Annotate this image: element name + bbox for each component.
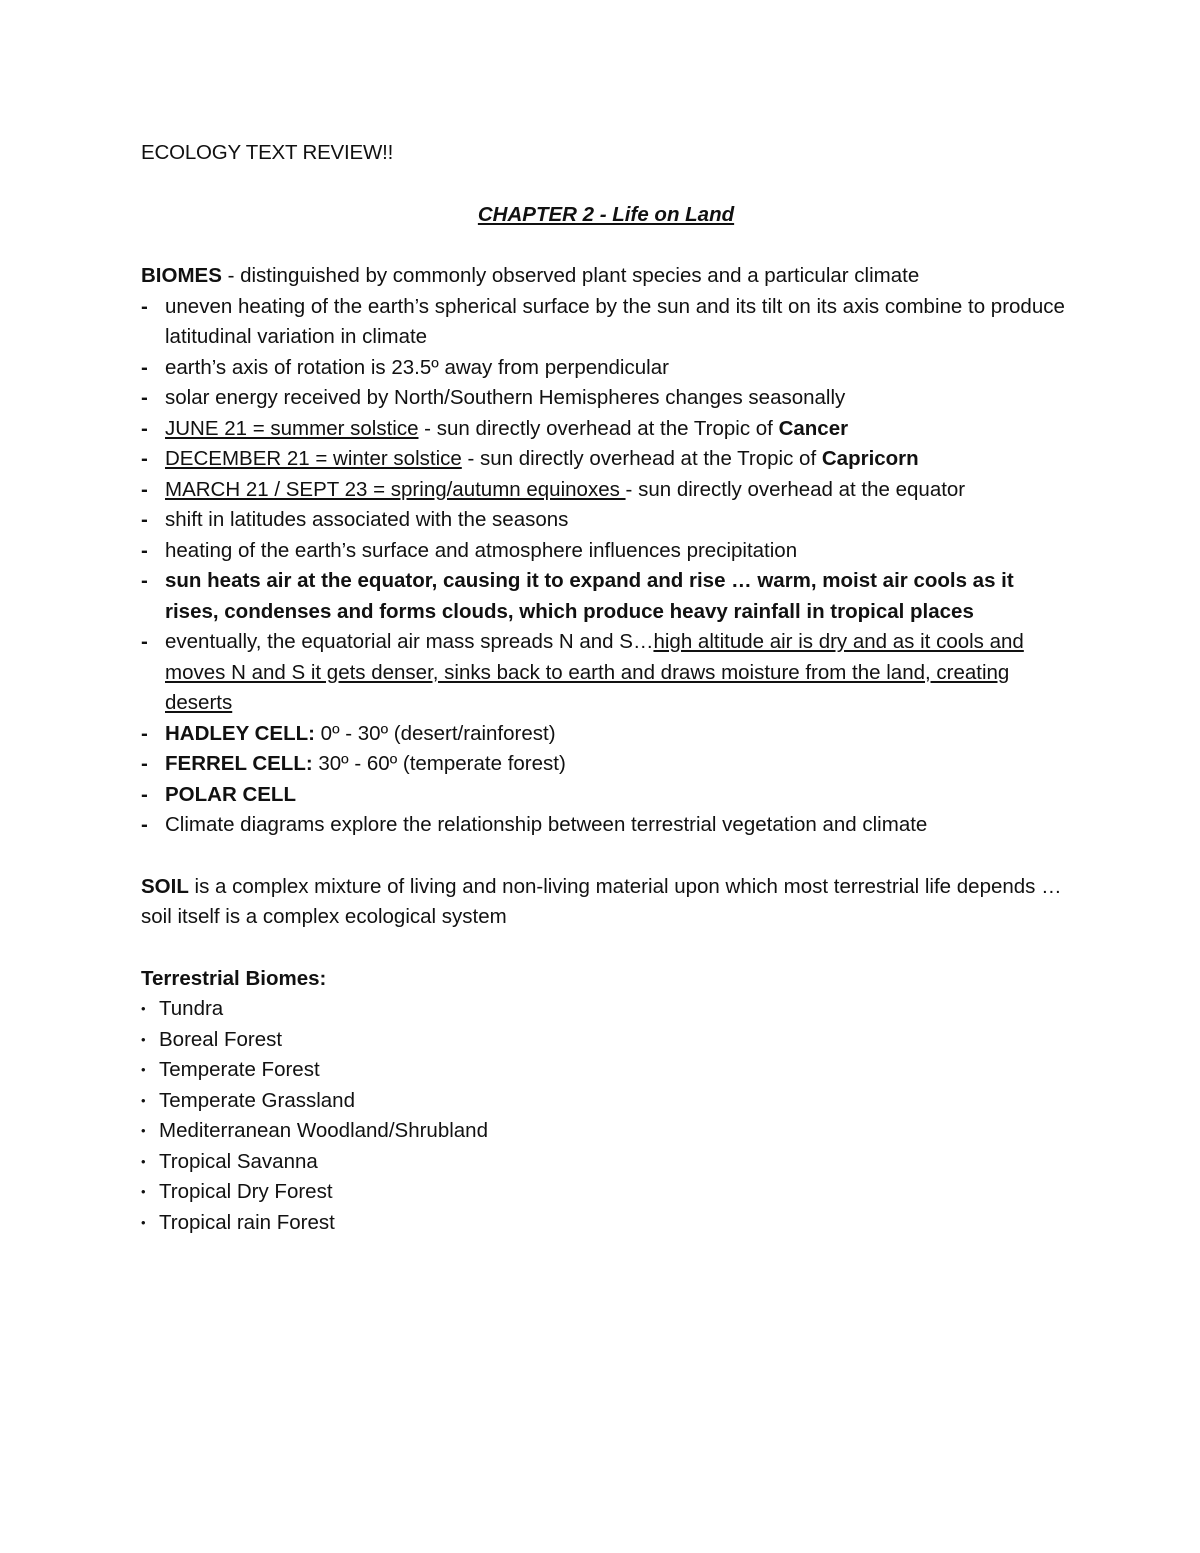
dash-marker: -	[141, 721, 148, 745]
bullet-icon: •	[141, 1123, 146, 1138]
point-text: solar energy received by North/Southern Hemispheres changes seasonally	[165, 386, 846, 409]
terrestrial-biomes-list	[141, 994, 1071, 1238]
bullet-icon: •	[141, 1031, 146, 1047]
list-item-label: Tropical Savanna	[159, 1149, 318, 1173]
biomes-point	[141, 627, 1071, 719]
point-text: 0º - 30º (desert/rainforest)	[314, 721, 556, 745]
point-text: earth’s axis of rotation is 23.5º away from perpendicular	[165, 355, 669, 379]
chapter-heading: CHAPTER 2 - Life on Land	[477, 202, 735, 226]
point-text-underlined: high altitude air is dry and as it cools and moves N and S it gets denser, sinks back to earth and draws moisture from the land, creating deserts	[165, 630, 1024, 714]
list-item	[141, 1177, 1071, 1208]
point-text: - sun directly overhead at the Tropic of	[461, 447, 822, 470]
list-item	[141, 1208, 1071, 1239]
dash-marker: -	[141, 447, 148, 470]
biomes-point	[141, 566, 1071, 627]
dash-marker: -	[141, 813, 148, 836]
biomes-point	[141, 414, 1071, 445]
point-text: Climate diagrams explore the relationship between terrestrial vegetation and climate	[165, 813, 928, 836]
dash-marker: -	[141, 386, 148, 409]
list-item-label: Boreal Forest	[159, 1027, 283, 1051]
bullet-icon: •	[141, 1092, 146, 1108]
list-item	[141, 1116, 1071, 1147]
list-item-label: Temperate Forest	[159, 1058, 320, 1081]
dash-marker: -	[141, 508, 148, 531]
dash-marker: -	[141, 355, 148, 379]
list-item-label: Temperate Grassland	[159, 1088, 355, 1112]
point-text: - sun directly overhead at the Tropic of	[418, 416, 779, 440]
biomes-point	[141, 383, 1071, 414]
summer-solstice-label: JUNE 21 = summer solstice	[165, 416, 419, 440]
list-item	[141, 1147, 1071, 1178]
list-item-label: Tropical rain Forest	[159, 1210, 335, 1234]
bullet-icon: •	[141, 1001, 146, 1016]
point-text-bold: sun heats air at the equator, causing it to expand and rise … warm, moist air cools as it rises, condenses and forms clouds, which produce heavy rainfall in tropical places	[165, 569, 1014, 623]
point-text: heating of the earth’s surface and atmosphere influences precipitation	[165, 538, 798, 562]
point-text: - sun directly overhead at the equator	[625, 477, 966, 501]
list-item-label: Mediterranean Woodland/Shrubland	[159, 1119, 488, 1142]
document-page	[141, 138, 1071, 1238]
bullet-icon: •	[141, 1153, 146, 1169]
list-item	[141, 1025, 1071, 1056]
point-text: shift in latitudes associated with the seasons	[165, 508, 569, 531]
ferrel-cell-label: FERREL CELL:	[165, 752, 313, 775]
list-item	[141, 1055, 1071, 1086]
biomes-point	[141, 749, 1071, 780]
dash-marker: -	[141, 538, 148, 562]
soil-paragraph	[141, 872, 1071, 933]
list-item	[141, 1086, 1071, 1117]
biomes-point	[141, 505, 1071, 536]
polar-cell-label: POLAR CELL	[165, 782, 296, 806]
dash-marker: -	[141, 630, 148, 653]
hadley-cell-label: HADLEY CELL:	[165, 721, 315, 745]
list-item	[141, 994, 1071, 1025]
tropic-of-capricorn: Capricorn	[821, 447, 919, 470]
biomes-point	[141, 719, 1071, 750]
biomes-point	[141, 444, 1071, 475]
point-text: eventually, the equatorial air mass spreads N and S…	[165, 630, 654, 653]
biomes-point	[141, 475, 1071, 506]
dash-marker: -	[141, 782, 148, 806]
dash-marker: -	[141, 752, 148, 775]
dash-marker: -	[141, 477, 148, 501]
biomes-point	[141, 292, 1071, 353]
dash-marker: -	[141, 416, 148, 440]
document-title: ECOLOGY TEXT REVIEW!!	[141, 141, 394, 164]
biomes-point	[141, 353, 1071, 384]
point-text: 30º - 60º (temperate forest)	[312, 752, 566, 775]
biomes-point	[141, 536, 1071, 567]
bullet-icon: •	[141, 1062, 146, 1077]
soil-term: SOIL	[141, 874, 189, 898]
list-item-label: Tundra	[159, 997, 224, 1020]
biomes-points-list	[141, 292, 1071, 841]
biomes-point	[141, 810, 1071, 841]
biomes-definition: - distinguished by commonly observed plant species and a particular climate	[221, 264, 920, 287]
dash-marker: -	[141, 294, 148, 318]
point-text: uneven heating of the earth’s spherical surface by the sun and its tilt on its axis combine to produce latitudinal variation in climate	[165, 294, 1065, 348]
biomes-intro	[141, 261, 1071, 292]
biomes-point	[141, 780, 1071, 811]
list-item-label: Tropical Dry Forest	[159, 1180, 333, 1203]
terrestrial-biomes-heading: Terrestrial Biomes:	[141, 966, 327, 990]
bullet-icon: •	[141, 1184, 146, 1199]
biomes-term: BIOMES	[141, 264, 222, 287]
tropic-of-cancer: Cancer	[778, 416, 849, 440]
winter-solstice-label: DECEMBER 21 = winter solstice	[165, 447, 462, 470]
soil-text: is a complex mixture of living and non-living material upon which most terrestrial life depends …soil itself is a complex ecological system	[141, 874, 1062, 928]
equinoxes-label: MARCH 21 / SEPT 23 = spring/autumn equinoxes	[165, 477, 626, 501]
dash-marker: -	[141, 569, 148, 592]
bullet-icon: •	[141, 1214, 146, 1230]
